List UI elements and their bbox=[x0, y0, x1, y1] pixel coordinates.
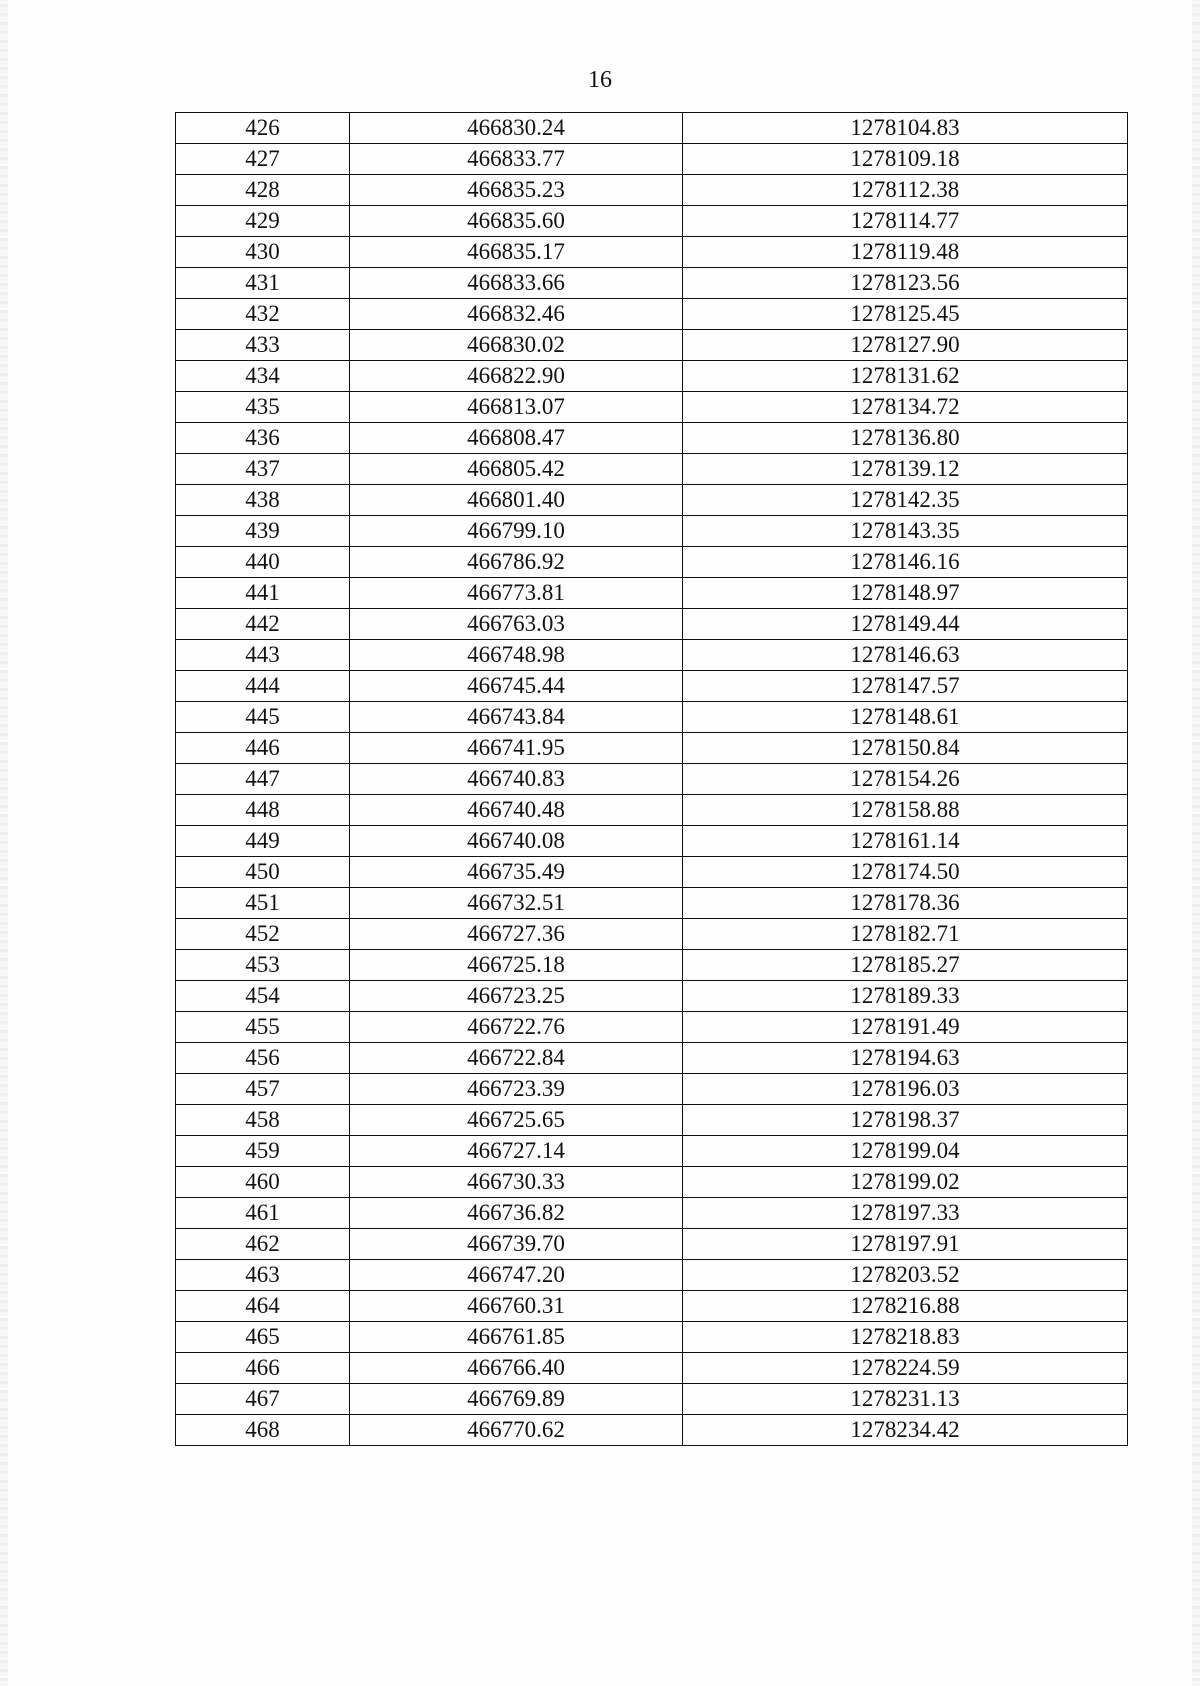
x-coordinate-cell: 466835.23 bbox=[350, 175, 683, 206]
point-number-cell: 442 bbox=[176, 609, 350, 640]
x-coordinate-cell: 466832.46 bbox=[350, 299, 683, 330]
y-coordinate-cell: 1278148.61 bbox=[683, 702, 1128, 733]
x-coordinate-cell: 466773.81 bbox=[350, 578, 683, 609]
x-coordinate-cell: 466801.40 bbox=[350, 485, 683, 516]
x-coordinate-cell: 466822.90 bbox=[350, 361, 683, 392]
table-row bbox=[176, 361, 1128, 392]
x-coordinate-cell: 466760.31 bbox=[350, 1291, 683, 1322]
x-coordinate-cell: 466763.03 bbox=[350, 609, 683, 640]
table-row bbox=[176, 702, 1128, 733]
point-number-cell: 436 bbox=[176, 423, 350, 454]
y-coordinate-cell: 1278161.14 bbox=[683, 826, 1128, 857]
table-row bbox=[176, 1322, 1128, 1353]
y-coordinate-cell: 1278199.02 bbox=[683, 1167, 1128, 1198]
y-coordinate-cell: 1278234.42 bbox=[683, 1415, 1128, 1446]
point-number-cell: 454 bbox=[176, 981, 350, 1012]
page-number: 16 bbox=[588, 67, 612, 93]
table-row bbox=[176, 640, 1128, 671]
y-coordinate-cell: 1278136.80 bbox=[683, 423, 1128, 454]
y-coordinate-cell: 1278146.63 bbox=[683, 640, 1128, 671]
table-row bbox=[176, 547, 1128, 578]
point-number-cell: 453 bbox=[176, 950, 350, 981]
y-coordinate-cell: 1278216.88 bbox=[683, 1291, 1128, 1322]
x-coordinate-cell: 466740.48 bbox=[350, 795, 683, 826]
x-coordinate-cell: 466835.60 bbox=[350, 206, 683, 237]
y-coordinate-cell: 1278147.57 bbox=[683, 671, 1128, 702]
x-coordinate-cell: 466830.02 bbox=[350, 330, 683, 361]
x-coordinate-cell: 466722.76 bbox=[350, 1012, 683, 1043]
point-number-cell: 466 bbox=[176, 1353, 350, 1384]
table-row bbox=[176, 330, 1128, 361]
table-row bbox=[176, 299, 1128, 330]
point-number-cell: 448 bbox=[176, 795, 350, 826]
point-number-cell: 441 bbox=[176, 578, 350, 609]
y-coordinate-cell: 1278125.45 bbox=[683, 299, 1128, 330]
point-number-cell: 459 bbox=[176, 1136, 350, 1167]
y-coordinate-cell: 1278146.16 bbox=[683, 547, 1128, 578]
point-number-cell: 458 bbox=[176, 1105, 350, 1136]
y-coordinate-cell: 1278191.49 bbox=[683, 1012, 1128, 1043]
table-row bbox=[176, 1260, 1128, 1291]
table-row bbox=[176, 795, 1128, 826]
table-row bbox=[176, 1291, 1128, 1322]
scan-edge-right bbox=[1192, 0, 1200, 1686]
x-coordinate-cell: 466766.40 bbox=[350, 1353, 683, 1384]
y-coordinate-cell: 1278197.33 bbox=[683, 1198, 1128, 1229]
table-row bbox=[176, 516, 1128, 547]
table-row bbox=[176, 175, 1128, 206]
x-coordinate-cell: 466833.77 bbox=[350, 144, 683, 175]
y-coordinate-cell: 1278143.35 bbox=[683, 516, 1128, 547]
x-coordinate-cell: 466730.33 bbox=[350, 1167, 683, 1198]
x-coordinate-cell: 466735.49 bbox=[350, 857, 683, 888]
y-coordinate-cell: 1278182.71 bbox=[683, 919, 1128, 950]
y-coordinate-cell: 1278231.13 bbox=[683, 1384, 1128, 1415]
point-number-cell: 462 bbox=[176, 1229, 350, 1260]
point-number-cell: 437 bbox=[176, 454, 350, 485]
y-coordinate-cell: 1278224.59 bbox=[683, 1353, 1128, 1384]
table-row bbox=[176, 206, 1128, 237]
table-row bbox=[176, 1384, 1128, 1415]
x-coordinate-cell: 466805.42 bbox=[350, 454, 683, 485]
point-number-cell: 430 bbox=[176, 237, 350, 268]
x-coordinate-cell: 466723.39 bbox=[350, 1074, 683, 1105]
table-row bbox=[176, 1012, 1128, 1043]
table-row bbox=[176, 454, 1128, 485]
point-number-cell: 460 bbox=[176, 1167, 350, 1198]
y-coordinate-cell: 1278199.04 bbox=[683, 1136, 1128, 1167]
y-coordinate-cell: 1278127.90 bbox=[683, 330, 1128, 361]
table-row bbox=[176, 1136, 1128, 1167]
x-coordinate-cell: 466727.14 bbox=[350, 1136, 683, 1167]
table-row bbox=[176, 392, 1128, 423]
point-number-cell: 443 bbox=[176, 640, 350, 671]
y-coordinate-cell: 1278134.72 bbox=[683, 392, 1128, 423]
point-number-cell: 432 bbox=[176, 299, 350, 330]
y-coordinate-cell: 1278114.77 bbox=[683, 206, 1128, 237]
point-number-cell: 445 bbox=[176, 702, 350, 733]
point-number-cell: 446 bbox=[176, 733, 350, 764]
table-row bbox=[176, 1198, 1128, 1229]
x-coordinate-cell: 466799.10 bbox=[350, 516, 683, 547]
table-row bbox=[176, 1105, 1128, 1136]
y-coordinate-cell: 1278109.18 bbox=[683, 144, 1128, 175]
table-row bbox=[176, 1353, 1128, 1384]
y-coordinate-cell: 1278218.83 bbox=[683, 1322, 1128, 1353]
table-row bbox=[176, 888, 1128, 919]
x-coordinate-cell: 466740.83 bbox=[350, 764, 683, 795]
table-row bbox=[176, 671, 1128, 702]
table-row bbox=[176, 423, 1128, 454]
table-row bbox=[176, 919, 1128, 950]
x-coordinate-cell: 466725.65 bbox=[350, 1105, 683, 1136]
table-row bbox=[176, 1229, 1128, 1260]
point-number-cell: 444 bbox=[176, 671, 350, 702]
table-row bbox=[176, 950, 1128, 981]
point-number-cell: 449 bbox=[176, 826, 350, 857]
x-coordinate-cell: 466727.36 bbox=[350, 919, 683, 950]
point-number-cell: 467 bbox=[176, 1384, 350, 1415]
table-row bbox=[176, 237, 1128, 268]
table-row bbox=[176, 981, 1128, 1012]
y-coordinate-cell: 1278148.97 bbox=[683, 578, 1128, 609]
y-coordinate-cell: 1278198.37 bbox=[683, 1105, 1128, 1136]
y-coordinate-cell: 1278194.63 bbox=[683, 1043, 1128, 1074]
point-number-cell: 447 bbox=[176, 764, 350, 795]
y-coordinate-cell: 1278203.52 bbox=[683, 1260, 1128, 1291]
y-coordinate-cell: 1278142.35 bbox=[683, 485, 1128, 516]
point-number-cell: 456 bbox=[176, 1043, 350, 1074]
x-coordinate-cell: 466769.89 bbox=[350, 1384, 683, 1415]
point-number-cell: 438 bbox=[176, 485, 350, 516]
point-number-cell: 450 bbox=[176, 857, 350, 888]
table-row bbox=[176, 1074, 1128, 1105]
table-row bbox=[176, 1415, 1128, 1446]
x-coordinate-cell: 466808.47 bbox=[350, 423, 683, 454]
point-number-cell: 455 bbox=[176, 1012, 350, 1043]
x-coordinate-cell: 466725.18 bbox=[350, 950, 683, 981]
x-coordinate-cell: 466732.51 bbox=[350, 888, 683, 919]
point-number-cell: 429 bbox=[176, 206, 350, 237]
y-coordinate-cell: 1278150.84 bbox=[683, 733, 1128, 764]
x-coordinate-cell: 466761.85 bbox=[350, 1322, 683, 1353]
y-coordinate-cell: 1278131.62 bbox=[683, 361, 1128, 392]
y-coordinate-cell: 1278189.33 bbox=[683, 981, 1128, 1012]
table-row bbox=[176, 1167, 1128, 1198]
point-number-cell: 433 bbox=[176, 330, 350, 361]
point-number-cell: 468 bbox=[176, 1415, 350, 1446]
table-row bbox=[176, 733, 1128, 764]
table-row bbox=[176, 485, 1128, 516]
x-coordinate-cell: 466786.92 bbox=[350, 547, 683, 578]
table-row bbox=[176, 857, 1128, 888]
y-coordinate-cell: 1278154.26 bbox=[683, 764, 1128, 795]
x-coordinate-cell: 466743.84 bbox=[350, 702, 683, 733]
point-number-cell: 464 bbox=[176, 1291, 350, 1322]
y-coordinate-cell: 1278174.50 bbox=[683, 857, 1128, 888]
coordinate-table bbox=[175, 112, 1128, 1446]
x-coordinate-cell: 466835.17 bbox=[350, 237, 683, 268]
point-number-cell: 431 bbox=[176, 268, 350, 299]
point-number-cell: 461 bbox=[176, 1198, 350, 1229]
x-coordinate-cell: 466747.20 bbox=[350, 1260, 683, 1291]
point-number-cell: 426 bbox=[176, 113, 350, 144]
y-coordinate-cell: 1278104.83 bbox=[683, 113, 1128, 144]
coordinate-table-body bbox=[176, 113, 1128, 1446]
x-coordinate-cell: 466723.25 bbox=[350, 981, 683, 1012]
x-coordinate-cell: 466722.84 bbox=[350, 1043, 683, 1074]
table-row bbox=[176, 609, 1128, 640]
point-number-cell: 457 bbox=[176, 1074, 350, 1105]
y-coordinate-cell: 1278112.38 bbox=[683, 175, 1128, 206]
x-coordinate-cell: 466739.70 bbox=[350, 1229, 683, 1260]
x-coordinate-cell: 466830.24 bbox=[350, 113, 683, 144]
y-coordinate-cell: 1278149.44 bbox=[683, 609, 1128, 640]
point-number-cell: 463 bbox=[176, 1260, 350, 1291]
table-row bbox=[176, 1043, 1128, 1074]
point-number-cell: 435 bbox=[176, 392, 350, 423]
x-coordinate-cell: 466736.82 bbox=[350, 1198, 683, 1229]
y-coordinate-cell: 1278119.48 bbox=[683, 237, 1128, 268]
scan-edge-left bbox=[0, 0, 8, 1686]
point-number-cell: 434 bbox=[176, 361, 350, 392]
table-row bbox=[176, 113, 1128, 144]
y-coordinate-cell: 1278185.27 bbox=[683, 950, 1128, 981]
x-coordinate-cell: 466770.62 bbox=[350, 1415, 683, 1446]
y-coordinate-cell: 1278197.91 bbox=[683, 1229, 1128, 1260]
point-number-cell: 439 bbox=[176, 516, 350, 547]
x-coordinate-cell: 466748.98 bbox=[350, 640, 683, 671]
point-number-cell: 428 bbox=[176, 175, 350, 206]
table-row bbox=[176, 268, 1128, 299]
table-row bbox=[176, 578, 1128, 609]
x-coordinate-cell: 466833.66 bbox=[350, 268, 683, 299]
point-number-cell: 465 bbox=[176, 1322, 350, 1353]
y-coordinate-cell: 1278178.36 bbox=[683, 888, 1128, 919]
y-coordinate-cell: 1278139.12 bbox=[683, 454, 1128, 485]
point-number-cell: 451 bbox=[176, 888, 350, 919]
y-coordinate-cell: 1278123.56 bbox=[683, 268, 1128, 299]
point-number-cell: 452 bbox=[176, 919, 350, 950]
x-coordinate-cell: 466740.08 bbox=[350, 826, 683, 857]
point-number-cell: 440 bbox=[176, 547, 350, 578]
table-row bbox=[176, 826, 1128, 857]
table-row bbox=[176, 144, 1128, 175]
x-coordinate-cell: 466745.44 bbox=[350, 671, 683, 702]
y-coordinate-cell: 1278196.03 bbox=[683, 1074, 1128, 1105]
x-coordinate-cell: 466741.95 bbox=[350, 733, 683, 764]
point-number-cell: 427 bbox=[176, 144, 350, 175]
x-coordinate-cell: 466813.07 bbox=[350, 392, 683, 423]
table-row bbox=[176, 764, 1128, 795]
y-coordinate-cell: 1278158.88 bbox=[683, 795, 1128, 826]
